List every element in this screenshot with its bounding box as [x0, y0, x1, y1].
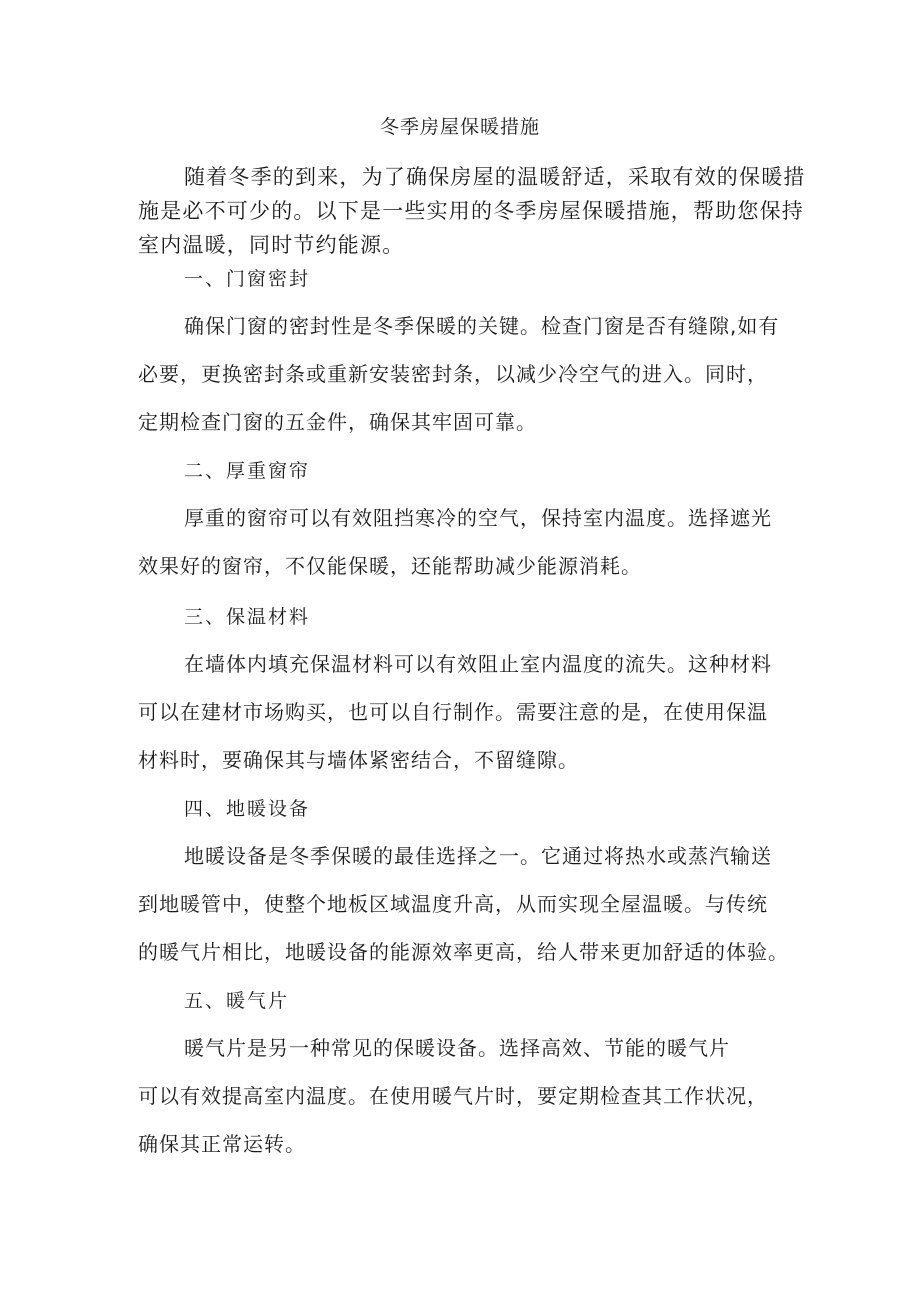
paragraph-line: 确保门窗的密封性是冬季保暖的关键。检查门窗是否有缝隙,如有: [184, 314, 780, 338]
section-paragraph-heavy-curtains: [138, 494, 808, 590]
paragraph-line: 可以有效提高室内温度。在使用暖气片时，要定期检查其工作状况，: [138, 1084, 768, 1108]
intro-line: 室内温暖，同时节约能源。: [138, 233, 405, 257]
section-heading-radiator: 五、暖气片: [184, 990, 290, 1012]
paragraph-line: 可以在建材市场购买，也可以自行制作。需要注意的是，在使用保温: [138, 700, 768, 724]
paragraph-line: 定期检查门窗的五金件，确保其牢固可靠。: [138, 410, 537, 434]
section-heading-heavy-curtains: 二、厚重窗帘: [184, 460, 311, 482]
section-heading-door-window-seal: 一、门窗密封: [184, 268, 311, 290]
section-heading-floor-heating: 四、地暖设备: [184, 798, 311, 820]
paragraph-line: 确保其正常运转。: [138, 1132, 306, 1156]
section-paragraph-radiator: [138, 1024, 808, 1168]
section-paragraph-door-window-seal: [138, 302, 808, 446]
paragraph-line: 必要，更换密封条或重新安装密封条，以减少冷空气的进入。同时，: [138, 362, 768, 386]
section-paragraph-insulation-material: [138, 640, 808, 784]
intro-paragraph: [138, 160, 806, 262]
paragraph-line: 效果好的窗帘，不仅能保暖，还能帮助减少能源消耗。: [138, 554, 642, 578]
paragraph-line: 材料时，要确保其与墙体紧密结合，不留缝隙。: [138, 748, 579, 772]
paragraph-line: 地暖设备是冬季保暖的最佳选择之一。它通过将热水或蒸汽输送: [184, 844, 772, 868]
section-paragraph-floor-heating: [138, 832, 808, 976]
document-title: 冬季房屋保暖措施: [379, 116, 540, 138]
paragraph-line: 厚重的窗帘可以有效阻挡寒冷的空气，保持室内温度。选择遮光: [184, 506, 772, 530]
intro-line: 随着冬季的到来，为了确保房屋的温暖舒适，采取有效的保暖措: [184, 165, 806, 189]
paragraph-line: 暖气片是另一种常见的保暖设备。选择高效、节能的暖气片: [184, 1036, 730, 1060]
paragraph-line: 到地暖管中，使整个地板区域温度升高，从而实现全屋温暖。与传统: [138, 892, 768, 916]
section-heading-insulation-material: 三、保温材料: [184, 606, 311, 628]
intro-line: 施是必不可少的。以下是一些实用的冬季房屋保暖措施，帮助您保持: [138, 199, 804, 223]
paragraph-line: 在墙体内填充保温材料可以有效阻止室内温度的流失。这种材料: [184, 652, 772, 676]
paragraph-line: 的暖气片相比，地暖设备的能源效率更高，给人带来更加舒适的体验。: [138, 940, 789, 964]
